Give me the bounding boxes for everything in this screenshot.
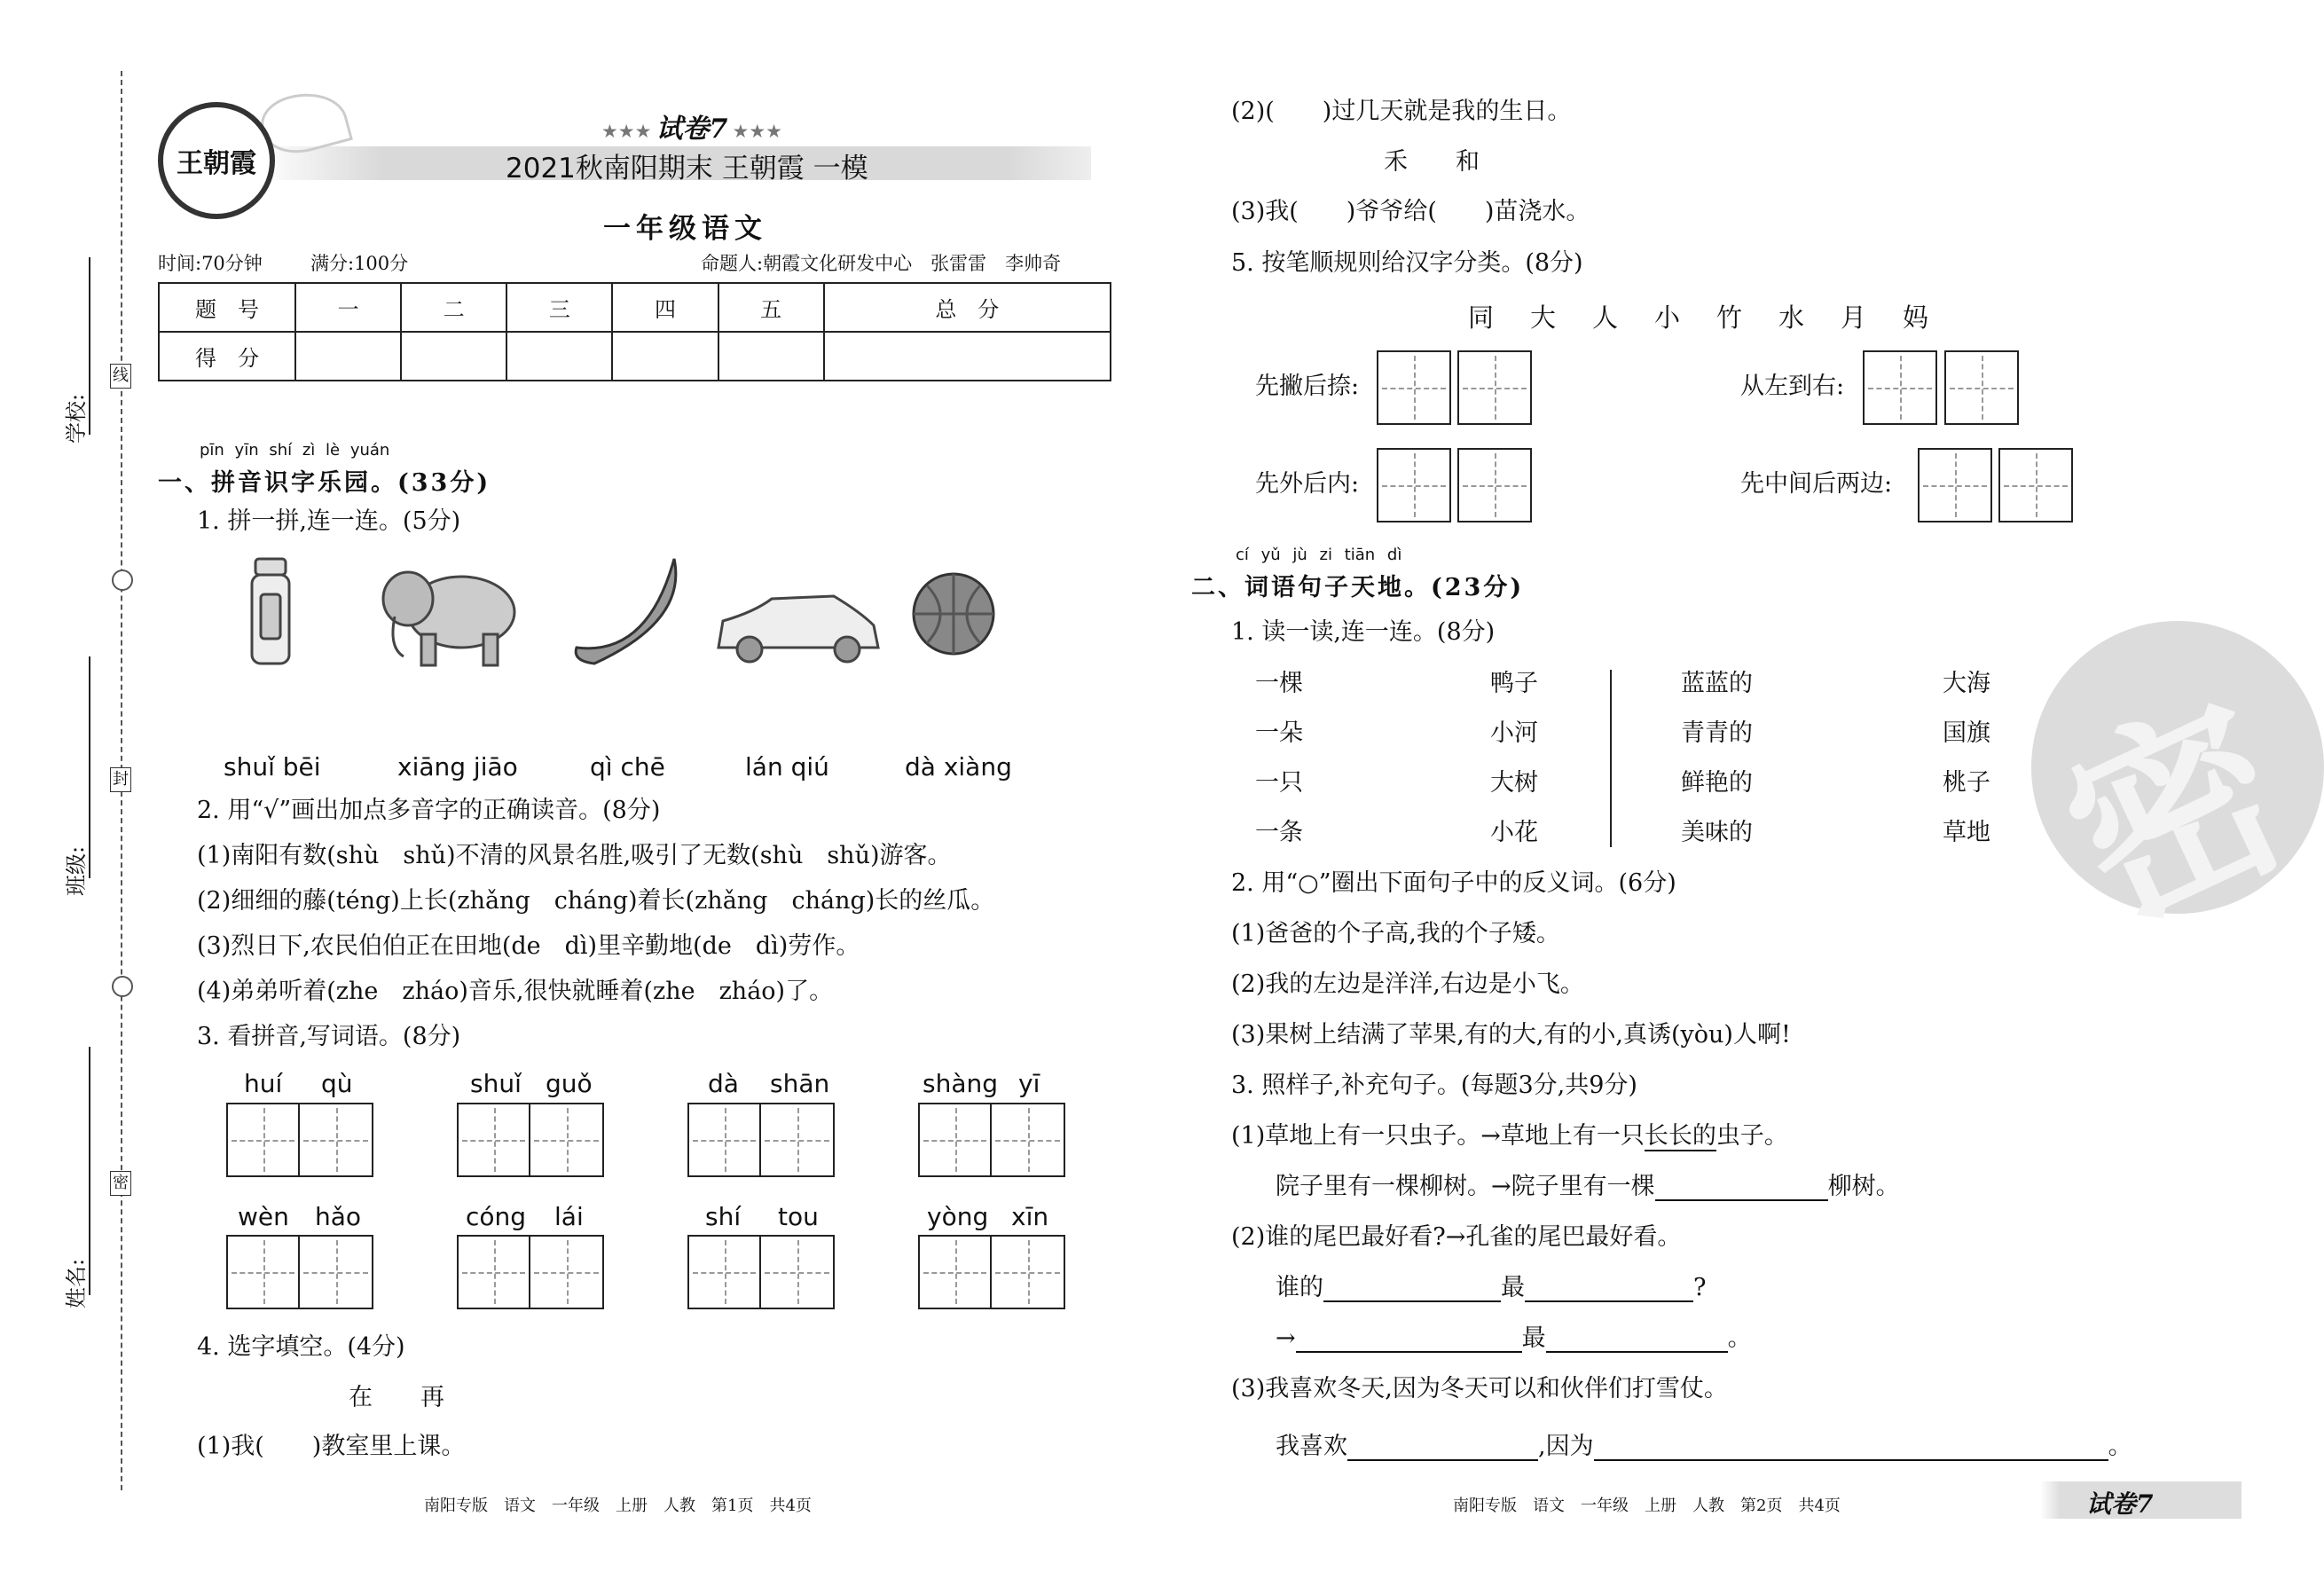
score-cell: 得 分 [159, 332, 295, 381]
q1-pinyin-1: shuǐ bēi [224, 752, 321, 782]
s2-q3-fill-1 [1276, 1173, 1900, 1201]
elephant-icon [383, 572, 514, 665]
example-underlined: 长长的 [1644, 1122, 1716, 1150]
col3-item: 鲜艳的 [1681, 769, 1753, 797]
col4-item: 大海 [1943, 670, 1990, 697]
fill-text: → [1276, 1324, 1296, 1352]
fill-text: 谁的 [1276, 1274, 1323, 1301]
binding-char-feng: 封 [110, 767, 131, 792]
s2-q2-line-1: (1)爸爸的个子高,我的个子矮。 [1231, 920, 1560, 947]
footer-right: 南阳专版 语文 一年级 上册 人教 第2页 共4页 [1453, 1497, 1841, 1515]
q5-rule-1: 先撇后捺: [1255, 373, 1360, 400]
q3-pinyin: xīn [1011, 1202, 1049, 1231]
column-divider [1610, 670, 1612, 847]
writing-grid[interactable] [457, 1235, 604, 1309]
q1-pinyin-4: lán qiú [745, 752, 829, 782]
s2-q3-fill-3 [1276, 1324, 1752, 1353]
q3-pinyin: yòng [927, 1202, 989, 1231]
writing-cell[interactable] [1918, 448, 1992, 522]
col2-item: 小花 [1490, 819, 1538, 846]
writing-grid[interactable] [918, 1103, 1065, 1177]
writing-grid[interactable] [687, 1235, 835, 1309]
q5-title: 5. 按笔顺规则给汉字分类。(8分) [1231, 249, 1583, 277]
fill-text: 。 [2108, 1433, 2132, 1460]
binding-circle-icon [112, 976, 133, 997]
q1-title: 1. 拼一拼,连一连。(5分) [197, 507, 461, 535]
score-input-cell[interactable] [401, 332, 506, 381]
col1-item: 一只 [1255, 769, 1303, 797]
q5-chars: 同 大 人 小 竹 水 月 妈 [1468, 302, 1935, 333]
score-input-cell[interactable] [295, 332, 401, 381]
q2-line-3: (3)烈日下,农民伯伯正在田地(de dì)里辛勤地(de dì)劳作。 [197, 932, 860, 960]
writing-cell[interactable] [1457, 448, 1532, 522]
name-label: 姓名: [64, 1258, 89, 1308]
q1-pictures [222, 541, 1020, 674]
s2-q3-example-1 [1231, 1122, 1788, 1151]
q4-sentence-1: (1)我( )教室里上课。 [197, 1433, 466, 1460]
q4-choice-2: 禾 和 [1384, 148, 1480, 176]
col2-item: 大树 [1490, 769, 1538, 797]
q3-pinyin: dà [708, 1069, 739, 1098]
writing-cell[interactable] [1457, 350, 1532, 425]
s2-q1-title: 1. 读一读,连一连。(8分) [1231, 618, 1496, 646]
q4-sentence-2: (2)( )过几天就是我的生日。 [1231, 98, 1572, 125]
col1-item: 一条 [1255, 819, 1303, 846]
s2-q3-fill-4 [1276, 1433, 2132, 1461]
col4-item: 国旗 [1943, 719, 1990, 747]
q3-pinyin: hǎo [315, 1202, 362, 1231]
footer-left: 南阳专版 语文 一年级 上册 人教 第1页 共4页 [424, 1497, 812, 1515]
full-score: 满分:100分 [310, 253, 409, 274]
authors: 命题人:朝霞文化研发中心 张雷雷 李帅奇 [701, 253, 1062, 274]
logo-text: 王朝霞 [177, 148, 256, 179]
q3-pinyin: wèn [238, 1202, 289, 1231]
paper-label-row [594, 106, 789, 145]
q3-pinyin: huí [244, 1069, 283, 1098]
score-table [158, 282, 1111, 381]
q1-pinyin-3: qì chē [590, 752, 665, 782]
q1-pinyin-2: xiāng jiāo [397, 752, 518, 782]
s2-q2-line-3: (3)果树上结满了苹果,有的大,有的小,真诱(yòu)人啊! [1231, 1021, 1791, 1049]
q3-pinyin: lái [554, 1202, 584, 1231]
stars-right: ★★★ [732, 121, 783, 142]
paper-label: 试卷7 [656, 114, 728, 145]
score-input-cell[interactable] [718, 332, 824, 381]
s2-q3-fill-2 [1276, 1274, 1706, 1302]
col3-item: 蓝蓝的 [1681, 670, 1753, 697]
car-icon [718, 596, 878, 662]
fill-text: 我喜欢 [1276, 1433, 1347, 1460]
q3-pinyin: tou [778, 1202, 819, 1231]
q3-pinyin: cóng [466, 1202, 527, 1231]
name-line [89, 1047, 90, 1295]
binding-circle-icon [112, 570, 133, 591]
q3-pinyin: qù [321, 1069, 353, 1098]
writing-cell[interactable] [1377, 350, 1451, 425]
bottle-icon [252, 559, 289, 664]
score-cell: 五 [718, 283, 824, 332]
q5-rule-3: 先外后内: [1255, 470, 1360, 498]
binding-char-mi: 密 [110, 1171, 131, 1196]
class-line [89, 656, 90, 878]
q3-pinyin: shān [770, 1069, 830, 1098]
fill-text: 最 [1521, 1324, 1546, 1352]
score-cell: 二 [401, 283, 506, 332]
exam-title: 2021秋南阳期末 王朝霞 一模 [506, 153, 868, 185]
section2-pinyin: cí yǔ jù zi tiān dì [1236, 546, 1402, 564]
fill-text: ,因为 [1538, 1433, 1594, 1460]
footer-badge-text: 试卷7 [2086, 1489, 2154, 1519]
score-cell: 总 分 [824, 283, 1111, 332]
s2-q3-example-3: (3)我喜欢冬天,因为冬天可以和伙伴们打雪仗。 [1231, 1375, 1728, 1402]
q2-line-1: (1)南阳有数(shù shǔ)不清的风景名胜,吸引了无数(shù shǔ)游客。 [197, 842, 952, 869]
answer-blank[interactable] [1296, 1328, 1522, 1353]
section1-pinyin: pīn yīn shí zì lè yuán [200, 441, 390, 460]
writing-cell[interactable] [1863, 350, 1937, 425]
col2-item: 鸭子 [1490, 670, 1538, 697]
q3-pinyin: shí [705, 1202, 742, 1231]
q4-choice-1: 在 再 [349, 1384, 444, 1411]
col3-item: 青青的 [1681, 719, 1753, 747]
stamp-char: 密 [2032, 663, 2320, 967]
score-table-score-row [159, 332, 1111, 381]
q2-line-2: (2)细细的藤(téng)上长(zhǎng cháng)着长(zhǎng cháng)长的丝瓜。 [197, 887, 995, 915]
col2-item: 小河 [1490, 719, 1538, 747]
answer-blank[interactable] [1347, 1436, 1538, 1461]
example-text: (1)草地上有一只虫子。→草地上有一只 [1231, 1122, 1645, 1150]
score-cell: 三 [506, 283, 612, 332]
writing-grid[interactable] [226, 1235, 373, 1309]
q5-rule-2: 从左到右: [1740, 373, 1845, 400]
score-cell: 题 号 [159, 283, 295, 332]
q1-pinyin-5: dà xiàng [905, 752, 1012, 782]
class-label: 班级: [64, 845, 89, 896]
s2-q2-title: 2. 用“○”圈出下面句子中的反义词。(6分) [1231, 869, 1676, 897]
confidential-stamp [2031, 621, 2324, 967]
q2-title: 2. 用“√”画出加点多音字的正确读音。(8分) [197, 797, 661, 824]
example-text: 虫子。 [1716, 1122, 1788, 1150]
q4-title: 4. 选字填空。(4分) [197, 1333, 405, 1361]
writing-cell[interactable] [1377, 448, 1451, 522]
fill-text: 。 [1727, 1324, 1752, 1352]
s2-q3-title: 3. 照样子,补充句子。(每题3分,共9分) [1231, 1072, 1637, 1099]
writing-cell[interactable] [1944, 350, 2019, 425]
subject-title: 一年级语文 [603, 213, 767, 245]
q2-line-4: (4)弟弟听着(zhe zháo)音乐,很快就睡着(zhe zháo)了。 [197, 978, 834, 1005]
q4-sentence-3: (3)我( )爷爷给( )苗浇水。 [1231, 198, 1590, 225]
col3-item: 美味的 [1681, 819, 1753, 846]
answer-blank[interactable] [1655, 1176, 1828, 1201]
s2-q3-example-2: (2)谁的尾巴最好看?→孔雀的尾巴最好看。 [1231, 1223, 1682, 1251]
col4-item: 桃子 [1943, 769, 1990, 797]
section1-title: 一、拼音识字乐园。(33分) [158, 469, 491, 497]
col1-item: 一朵 [1255, 719, 1303, 747]
score-input-cell[interactable] [824, 332, 1111, 381]
score-cell: 四 [612, 283, 718, 332]
q3-pinyin: shàng [923, 1069, 999, 1098]
answer-blank[interactable] [1546, 1328, 1728, 1353]
writing-grid[interactable] [918, 1235, 1065, 1309]
writing-grid[interactable] [457, 1103, 604, 1177]
score-cell: 一 [295, 283, 401, 332]
q3-title: 3. 看拼音,写词语。(8分) [197, 1023, 461, 1050]
fill-text: 院子里有一棵柳树。→院子里有一棵 [1276, 1173, 1655, 1200]
exam-time: 时间:70分钟 [158, 253, 263, 274]
col4-item: 草地 [1943, 819, 1990, 846]
school-label: 学校: [64, 393, 89, 444]
score-table-header-row [159, 283, 1111, 332]
writing-grid[interactable] [226, 1103, 373, 1177]
fill-text: 最 [1501, 1274, 1525, 1301]
binding-char-xian: 线 [110, 364, 131, 389]
q5-rule-4: 先中间后两边: [1740, 470, 1893, 498]
logo [158, 102, 275, 219]
fill-text: ? [1693, 1274, 1707, 1301]
answer-blank[interactable] [1594, 1436, 2108, 1461]
section2-title: 二、词语句子天地。(23分) [1191, 574, 1525, 601]
writing-grid[interactable] [687, 1103, 835, 1177]
s2-q2-line-2: (2)我的左边是洋洋,右边是小飞。 [1231, 970, 1584, 998]
q3-pinyin: guǒ [546, 1069, 593, 1098]
score-input-cell[interactable] [612, 332, 718, 381]
score-input-cell[interactable] [506, 332, 612, 381]
q3-pinyin: yī [1018, 1069, 1040, 1098]
answer-blank[interactable] [1525, 1277, 1693, 1302]
q3-pinyin: shuǐ [470, 1069, 522, 1098]
answer-blank[interactable] [1323, 1277, 1501, 1302]
school-line [89, 257, 90, 435]
stars-left: ★★★ [601, 121, 652, 142]
fill-text: 柳树。 [1827, 1173, 1900, 1200]
basketball-icon [914, 574, 993, 654]
col1-item: 一棵 [1255, 670, 1303, 697]
writing-cell[interactable] [1998, 448, 2073, 522]
banana-icon [576, 559, 676, 664]
footer-badge [2040, 1481, 2242, 1519]
